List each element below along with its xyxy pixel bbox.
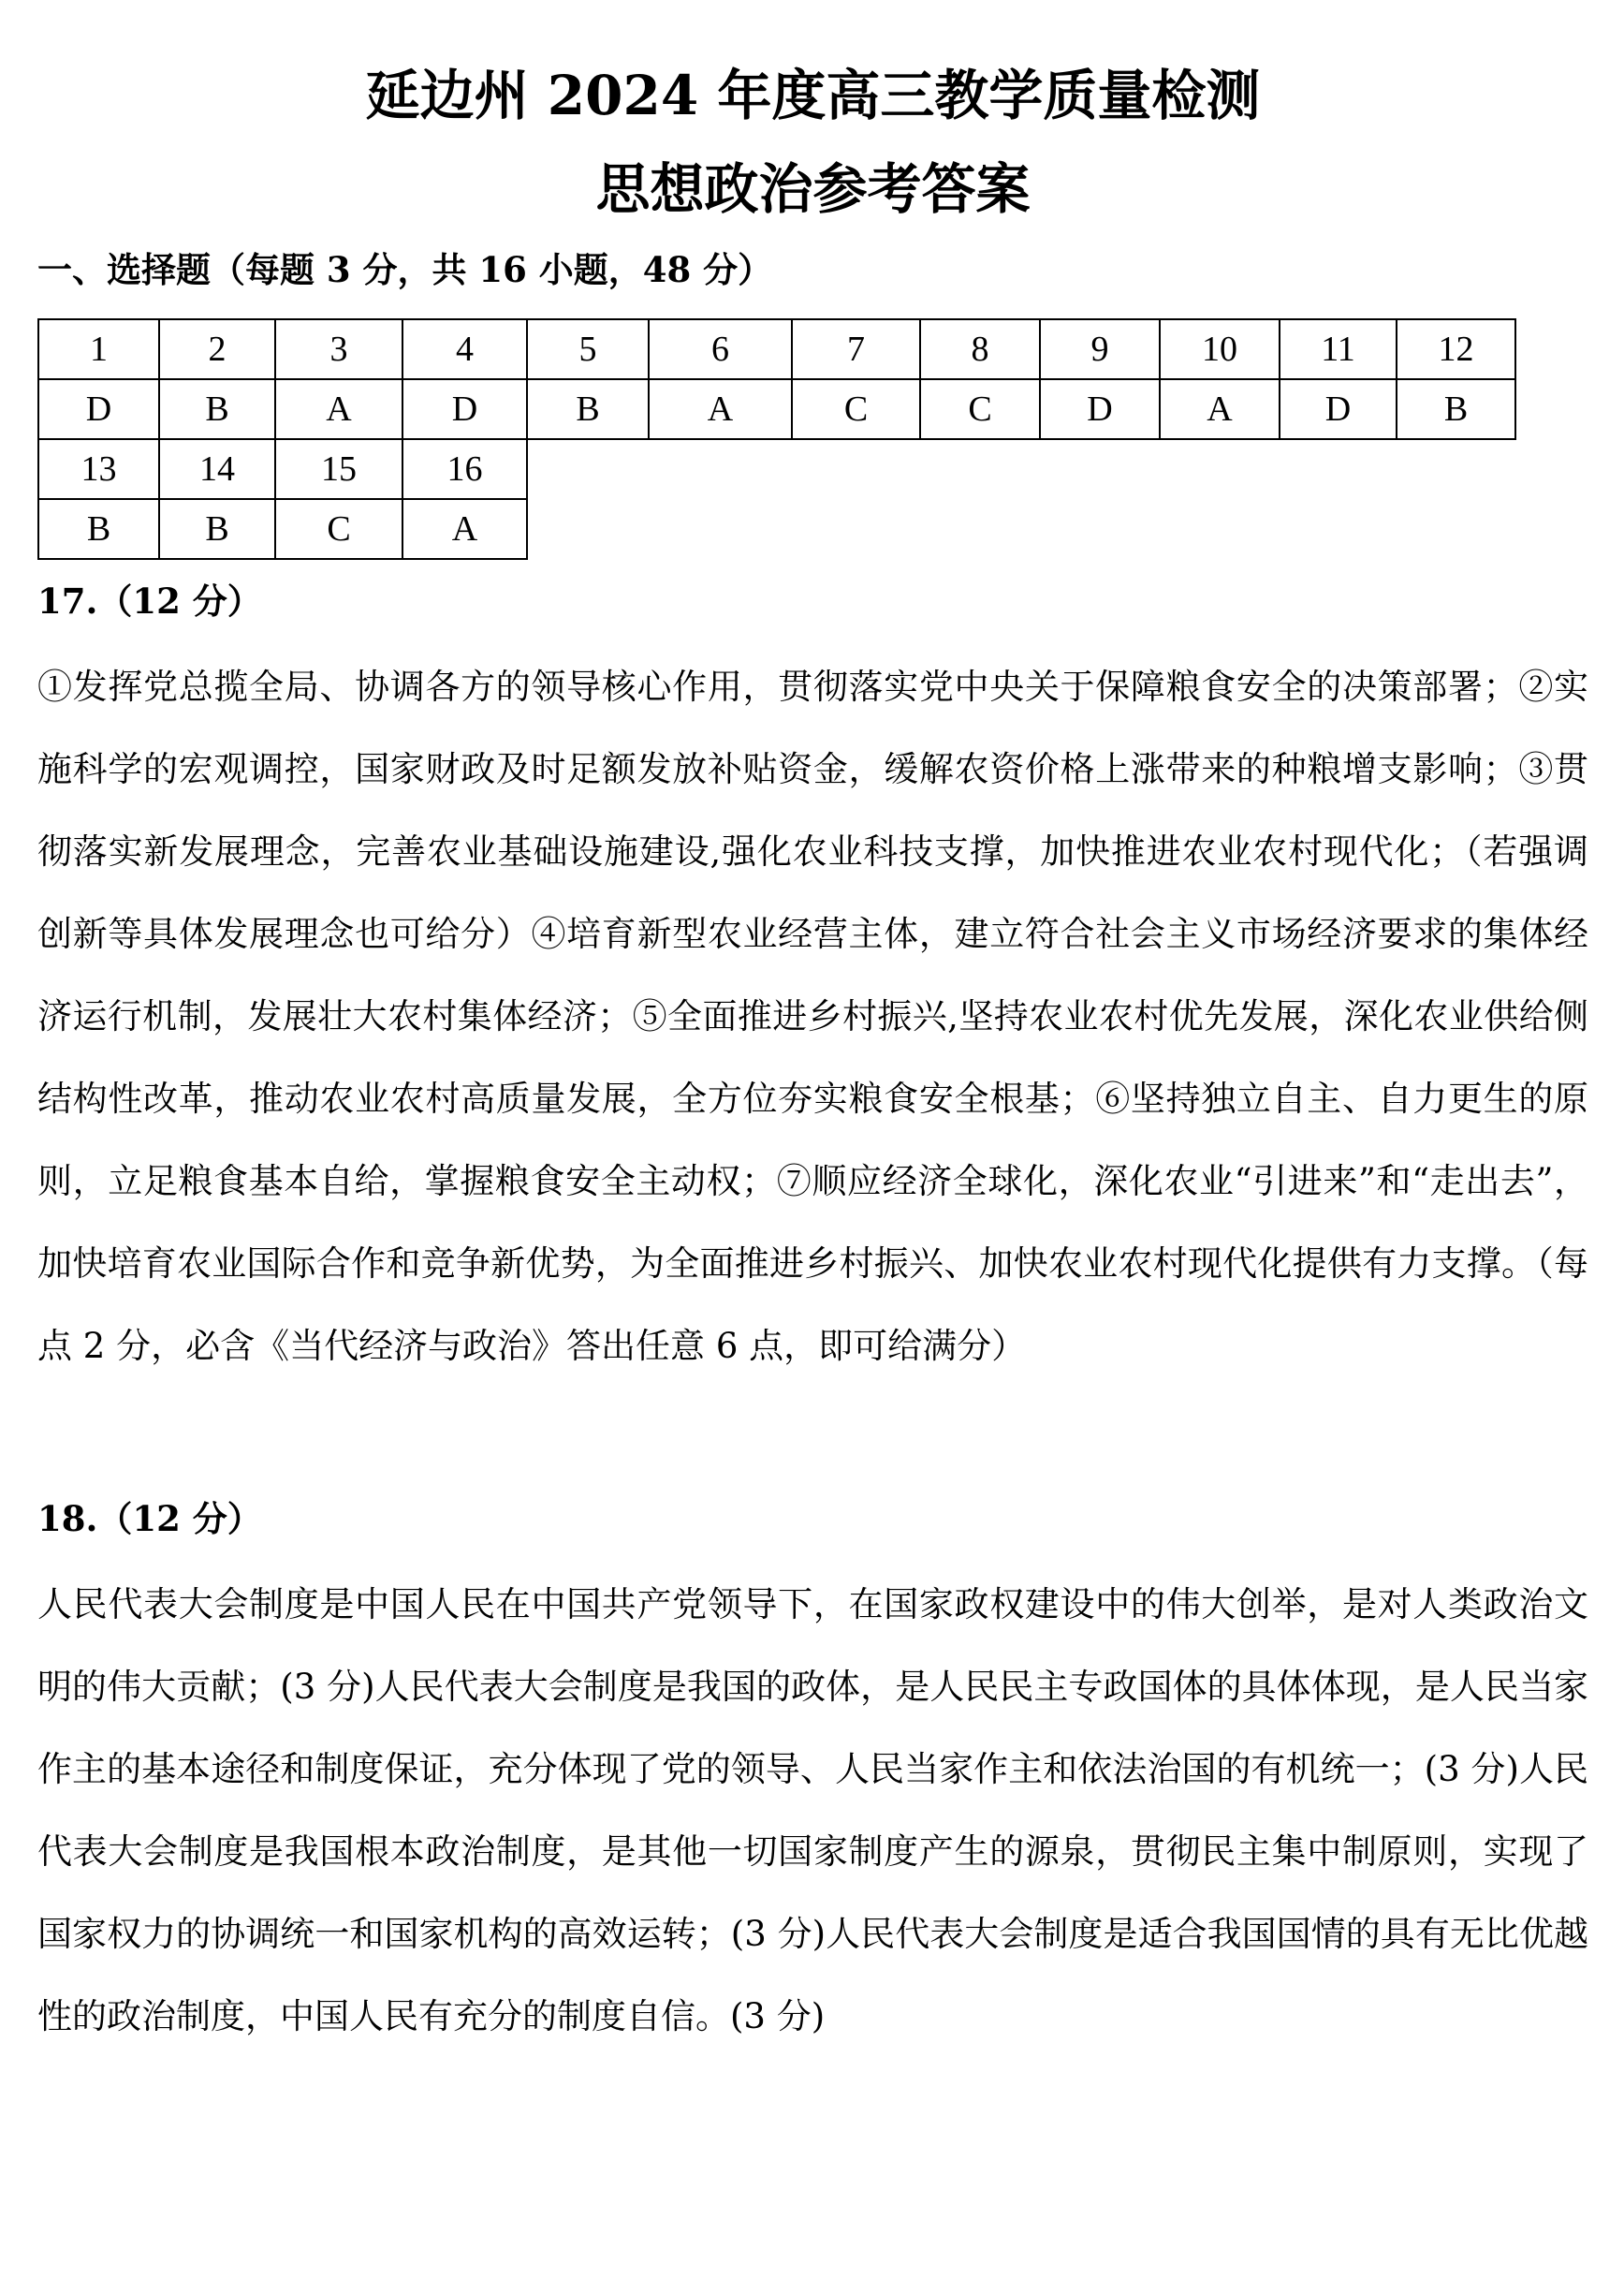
question-18-answer: 人民代表大会制度是中国人民在中国共产党领导下，在国家政权建设中的伟大创举，是对人类政治文明的伟大贡献；(3 分)人民代表大会制度是我国的政体，是人民民主专政国体的具体体现，是人民当家作主的基本途径和制度保证，充分体现了党的领导、人民当家作主和依法治国的有机统一；(3 分)人民代表大会制度是我国根本政治制度，是其他一切国家制度产生的源泉，贯彻民主集中制原则，实现了国家权力的协调统一和国家机构的高效运转；(3 分)人民代表大会制度是适合我国国情的具有无比优越性的政治制度，中国人民有充分的制度自信。(3 分) <box>37 1584 1588 2036</box>
question-17-title: 17.（12 分） <box>37 581 262 622</box>
question-number-cell: 7 <box>792 319 920 379</box>
answer-cell: C <box>275 499 402 559</box>
question-number-cell: 9 <box>1040 319 1160 379</box>
question-number-cell: 11 <box>1280 319 1397 379</box>
question-number-cell: 8 <box>920 319 1040 379</box>
answer-cell: D <box>1040 379 1160 439</box>
answer-cell: C <box>920 379 1040 439</box>
question-number-cell: 3 <box>275 319 402 379</box>
answer-cell: A <box>275 379 402 439</box>
section-heading-choice: 一、选择题（每题 3 分，共 16 小题，48 分） <box>37 249 773 290</box>
answer-cell: A <box>1160 379 1280 439</box>
question-number-cell: 15 <box>275 439 402 499</box>
empty-cell <box>527 439 1515 499</box>
question-number-cell: 12 <box>1397 319 1515 379</box>
question-number-cell: 10 <box>1160 319 1280 379</box>
question-17-answer: ①发挥党总揽全局、协调各方的领导核心作用，贯彻落实党中央关于保障粮食安全的决策部署；②实施科学的宏观调控，国家财政及时足额发放补贴资金，缓解农资价格上涨带来的种粮增支影响；③贯彻落实新发展理念，完善农业基础设施建设,强化农业科技支撑，加快推进农业农村现代化；（若强调创新等具体发展理念也可给分）④培育新型农业经营主体，建立符合社会主义市场经济要求的集体经济运行机制，发展壮大农村集体经济；⑤全面推进乡村振兴,坚持农业农村优先发展，深化农业供给侧结构性改革，推动农业农村高质量发展，全方位夯实粮食安全根基；⑥坚持独立自主、自力更生的原则，立足粮食基本自给，掌握粮食安全主动权；⑦顺应经济全球化，深化农业“引进来”和“走出去”，加快培育农业国际合作和竞争新优势，为全面推进乡村振兴、加快农业农村现代化提供有力支撑。（每点 2 分，必含《当代经济与政治》答出任意 6 点，即可给满分） <box>37 667 1588 1366</box>
question-number-cell: 14 <box>159 439 275 499</box>
document-subtitle: 思想政治参考答案 <box>595 157 1031 221</box>
answer-cell: B <box>527 379 649 439</box>
answer-cell: A <box>649 379 792 439</box>
empty-cell <box>527 499 1515 559</box>
question-number-cell: 2 <box>159 319 275 379</box>
question-number-cell: 5 <box>527 319 649 379</box>
answer-cell: D <box>38 379 159 439</box>
answer-cell: B <box>159 379 275 439</box>
question-18-title: 18.（12 分） <box>37 1498 262 1539</box>
question-number-cell: 6 <box>649 319 792 379</box>
answer-cell: B <box>1397 379 1515 439</box>
answer-cell: B <box>159 499 275 559</box>
question-number-cell: 13 <box>38 439 159 499</box>
question-number-cell: 1 <box>38 319 159 379</box>
answer-cell: D <box>1280 379 1397 439</box>
answer-number-row <box>38 319 1515 379</box>
answer-letter-row <box>38 379 1515 439</box>
answer-cell: C <box>792 379 920 439</box>
document-title: 延边州 2024 年度高三教学质量检测 <box>365 64 1261 127</box>
spacer <box>37 1388 1588 1477</box>
question-number-cell: 16 <box>402 439 527 499</box>
answer-table <box>37 318 1516 560</box>
answer-letter-row <box>38 499 1515 559</box>
answer-cell: D <box>402 379 527 439</box>
answer-number-row <box>38 439 1515 499</box>
answer-cell: B <box>38 499 159 559</box>
question-number-cell: 4 <box>402 319 527 379</box>
answer-cell: A <box>402 499 527 559</box>
